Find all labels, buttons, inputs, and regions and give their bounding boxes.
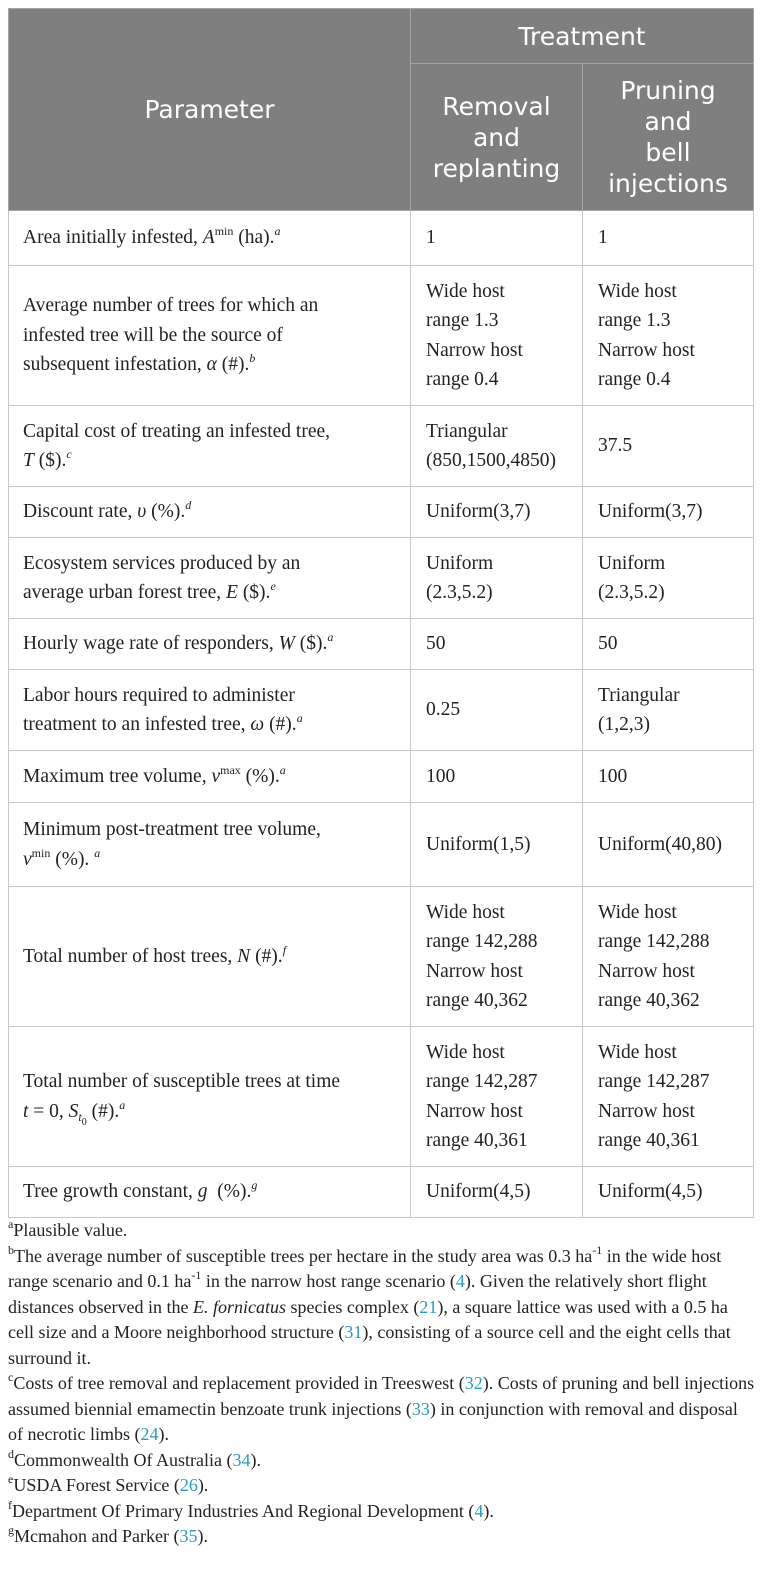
table-row <box>9 887 754 1027</box>
table-row <box>9 803 754 887</box>
table-row <box>9 266 754 406</box>
removal-value-cell: Wide host range 142,288 Narrow host range 40,362 <box>411 887 583 1027</box>
pruning-value-cell: 50 <box>583 619 754 670</box>
table-row <box>9 487 754 538</box>
reference-link[interactable]: 33 <box>411 1398 430 1419</box>
parameter-cell: Average number of trees for which an infested tree will be the source of subsequent infestation, α (#).$^b$ <box>9 266 411 406</box>
pruning-value-cell: Uniform(3,7) <box>583 487 754 538</box>
table-row <box>9 619 754 670</box>
removal-replanting-header: Removal and replanting <box>411 64 583 211</box>
footnotes <box>8 1218 756 1550</box>
pruning-value-cell: Wide host range 142,287 Narrow host range 40,361 <box>583 1027 754 1167</box>
parameter-cell: Total number of host trees, N (#).$^f$ <box>9 887 411 1027</box>
removal-value-cell: 50 <box>411 619 583 670</box>
table-row <box>9 751 754 803</box>
parameter-header: Parameter <box>9 9 411 211</box>
reference-link[interactable]: 24 <box>140 1424 159 1444</box>
table-row <box>9 1027 754 1167</box>
table-row <box>9 670 754 751</box>
table-row <box>9 538 754 619</box>
footnote-e: $^e$USDA Forest Service (26). <box>8 1472 209 1495</box>
removal-value-cell: Wide host range 1.3 Narrow host range 0.4 <box>411 266 583 406</box>
pruning-value-cell: Wide host range 1.3 Narrow host range 0.4 <box>583 266 754 406</box>
removal-value-cell: Uniform(4,5) <box>411 1167 583 1218</box>
parameter-cell: Minimum post-treatment tree volume, $v^{min}$ (%). $^a$ <box>9 803 411 887</box>
reference-link[interactable]: 32 <box>464 1373 483 1393</box>
pruning-value-cell: Uniform(40,80) <box>583 803 754 887</box>
parameter-cell: Maximum tree volume, $v^{max}$ (%).$^a$ <box>9 751 411 803</box>
pruning-value-cell: Wide host range 142,288 Narrow host range 40,362 <box>583 887 754 1027</box>
footnote-f: $^f$Department Of Primary Industries And Regional Development (4). <box>8 1497 494 1521</box>
removal-value-cell: Uniform(1,5) <box>411 803 583 887</box>
pruning-value-cell: Uniform (2.3,5.2) <box>583 538 754 619</box>
pruning-value-cell: 1 <box>583 211 754 266</box>
parameter-cell: Discount rate, υ (%).$^d$ <box>9 487 411 538</box>
reference-link[interactable]: 34 <box>232 1449 251 1470</box>
reference-link[interactable]: 21 <box>419 1296 438 1317</box>
footnote-c: $^c$Costs of tree removal and replacement provided in Treeswest (32). Costs of pruning and bell injections assumed biennial emamectin benzoate trunk injections (33) in conjunction with removal and disposal of necrotic limbs (24). <box>8 1370 755 1444</box>
parameter-cell: Total number of susceptible trees at time t = 0, $S_{t_0}$ (#).$^a$ <box>9 1027 411 1167</box>
table-row <box>9 1167 754 1218</box>
parameter-cell: Hourly wage rate of responders, W ($).$^a$ <box>9 619 411 670</box>
reference-link[interactable]: 4 <box>474 1500 484 1521</box>
reference-link[interactable]: 26 <box>179 1475 198 1495</box>
footnote-d: $^d$Commonwealth Of Australia (34). <box>8 1446 261 1470</box>
footnote-a: $^a$Plausible value. <box>8 1217 128 1240</box>
removal-value-cell: 0.25 <box>411 670 583 751</box>
removal-value-cell: Wide host range 142,287 Narrow host range 40,361 <box>411 1027 583 1167</box>
removal-value-cell: Triangular (850,1500,4850) <box>411 406 583 487</box>
pruning-value-cell: Uniform(4,5) <box>583 1167 754 1218</box>
table-row <box>9 406 754 487</box>
removal-value-cell: 100 <box>411 751 583 803</box>
reference-link[interactable]: 35 <box>179 1526 198 1546</box>
parameter-cell: Tree growth constant, g (%).$^g$ <box>9 1167 411 1218</box>
parameter-cell: Area initially infested, $A^{min}$ (ha).$^a$ <box>9 211 411 266</box>
parameter-table <box>8 8 754 1218</box>
pruning-value-cell: 37.5 <box>583 406 754 487</box>
reference-link[interactable]: 31 <box>344 1322 363 1342</box>
parameter-cell: Labor hours required to administer treatment to an infested tree, ω (#).$^a$ <box>9 670 411 751</box>
table-row <box>9 211 754 266</box>
removal-value-cell: Uniform(3,7) <box>411 487 583 538</box>
pruning-value-cell: 100 <box>583 751 754 803</box>
parameter-table-container <box>8 8 753 1218</box>
parameter-cell: Ecosystem services produced by an average urban forest tree, E ($).$^e$ <box>9 538 411 619</box>
removal-value-cell: Uniform (2.3,5.2) <box>411 538 583 619</box>
footnote-g: $^g$Mcmahon and Parker (35). <box>8 1523 208 1546</box>
pruning-injections-header: Pruning and bell injections <box>583 64 754 211</box>
removal-value-cell: 1 <box>411 211 583 266</box>
footnote-b: $^b$The average number of susceptible trees per hectare in the study area was 0.3 $ha^{-1}$ in the wide host range scenario and 0.1 $ha^{-1}$ in the narrow host range scenario (4). Given the relatively short flight distances observed in the E. fornicatus species complex (21), a square lattice was used with a 0.5 ha cell size and a Moore neighborhood structure (31), consisting of a source cell and the eight cells that surround it. <box>8 1242 731 1368</box>
treatment-header: Treatment <box>411 9 754 64</box>
parameter-cell: Capital cost of treating an infested tree, T ($).$^c$ <box>9 406 411 487</box>
reference-link[interactable]: 4 <box>455 1271 465 1291</box>
pruning-value-cell: Triangular (1,2,3) <box>583 670 754 751</box>
